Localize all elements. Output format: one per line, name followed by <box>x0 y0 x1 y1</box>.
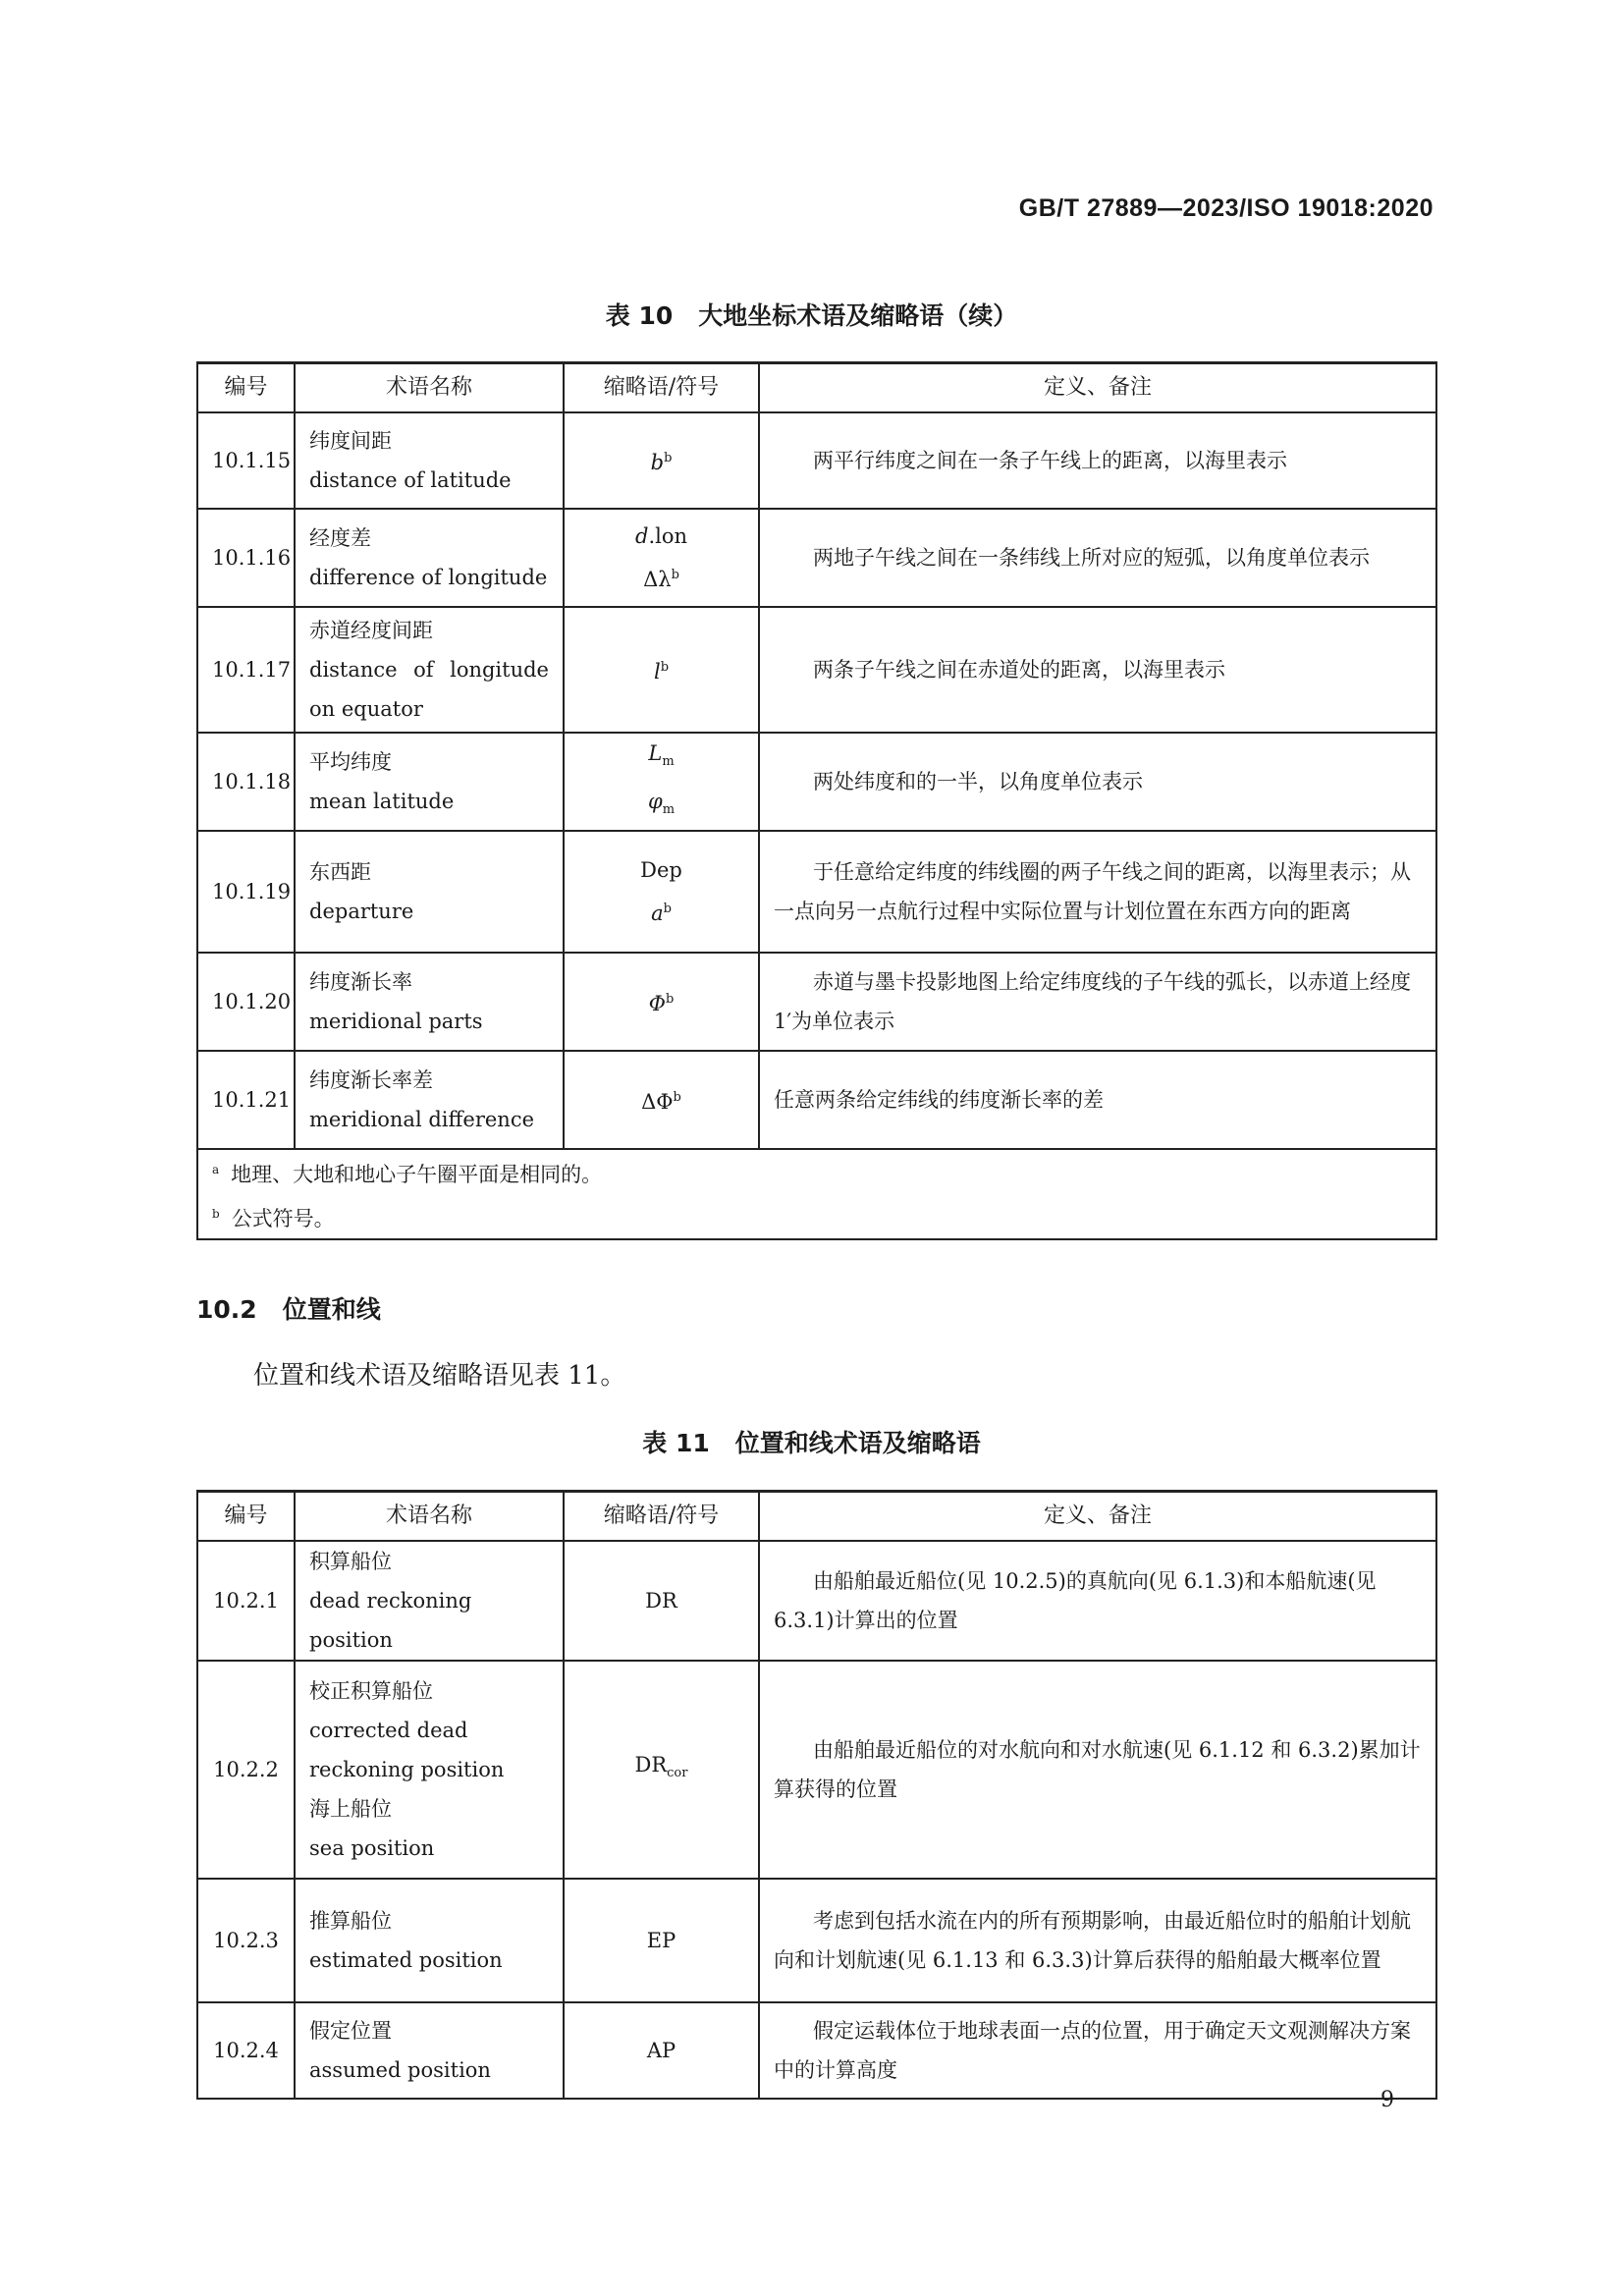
term-name <box>295 1879 564 2002</box>
term-line: estimated position <box>309 1948 503 1972</box>
symbol-main: L <box>648 741 663 765</box>
term-name <box>295 953 564 1051</box>
definition-text: 于任意给定纬度的纬线圈的两子午线之间的距离，以海里表示；从一点向另一点航行过程中实际位置与计划位置在东西方向的距离 <box>774 860 1411 924</box>
table-10-title <box>0 297 1623 332</box>
table-11-title <box>0 1424 1623 1459</box>
table-row <box>197 1879 1436 2002</box>
term-cn: 平均纬度 <box>309 750 392 775</box>
note-mark: a <box>212 1163 220 1177</box>
term-cn: 纬度渐长率差 <box>309 1068 433 1093</box>
term-symbol <box>564 1661 759 1879</box>
term-number: 10.1.18 <box>197 733 295 831</box>
col-header-term: 术语名称 <box>295 1492 564 1542</box>
table-notes <box>197 1149 1436 1239</box>
term-definition <box>759 1541 1436 1661</box>
term-name <box>295 2002 564 2099</box>
term-definition <box>759 509 1436 607</box>
page-number: 9 <box>1380 2088 1394 2112</box>
term-number: 10.1.15 <box>197 412 295 509</box>
term-en: distance of longitude on equator <box>309 658 549 721</box>
term-number: 10.2.4 <box>197 2002 295 2099</box>
term-definition <box>759 607 1436 733</box>
note-mark: b <box>212 1207 220 1222</box>
term-symbol <box>564 1541 759 1661</box>
table-row <box>197 733 1436 831</box>
symbol-main: DR <box>645 1589 677 1613</box>
symbol-main: AP <box>646 2039 676 2062</box>
definition-text: 假定运载体位于地球表面一点的位置，用于确定天文观测解决方案中的计算高度 <box>774 2019 1411 2082</box>
symbol-sub: m <box>662 754 675 770</box>
symbol-secondary: Δλ <box>643 568 672 591</box>
term-definition <box>759 1051 1436 1149</box>
symbol-sup: b <box>665 992 675 1008</box>
term-number: 10.1.20 <box>197 953 295 1051</box>
term-number: 10.2.1 <box>197 1541 295 1661</box>
definition-text: 任意两条给定纬线的纬度渐长率的差 <box>774 1088 1104 1113</box>
table-11-header-row <box>197 1492 1436 1542</box>
term-name <box>295 509 564 607</box>
table-11 <box>196 1490 1437 2100</box>
symbol-sup: b <box>660 660 670 675</box>
symbol-secondary: a <box>651 902 664 926</box>
section-heading <box>196 1290 381 1326</box>
table-row <box>197 1661 1436 1879</box>
table-notes-row <box>197 1149 1436 1239</box>
symbol-sup: b <box>673 1090 681 1106</box>
term-definition <box>759 412 1436 509</box>
definition-text: 两条子午线之间在赤道处的距离，以海里表示 <box>813 658 1225 682</box>
note-text: 地理、大地和地心子午圈平面是相同的。 <box>231 1163 603 1187</box>
term-number: 10.2.3 <box>197 1879 295 2002</box>
table-11-caption: 位置和线术语及缩略语 <box>734 1429 981 1457</box>
term-line: 积算船位 <box>309 1550 392 1573</box>
table-10-label: 表 10 <box>605 301 674 330</box>
definition-text: 两平行纬度之间在一条子午线上的距离，以海里表示 <box>813 449 1287 472</box>
term-symbol <box>564 509 759 607</box>
term-name <box>295 1541 564 1661</box>
table-10-caption: 大地坐标术语及缩略语（续） <box>698 301 1018 330</box>
term-en: mean latitude <box>309 790 455 814</box>
symbol-sub: cor <box>667 1766 688 1781</box>
note-text: 公式符号。 <box>231 1207 335 1231</box>
symbol-main: Φ <box>648 992 666 1016</box>
table-row <box>197 831 1436 953</box>
symbol-main: d <box>634 524 649 548</box>
table-row <box>197 509 1436 607</box>
symbol-sub: m <box>662 802 676 818</box>
table-row <box>197 953 1436 1051</box>
col-header-number: 编号 <box>197 1492 295 1542</box>
table-10 <box>196 361 1437 1240</box>
term-cn: 经度差 <box>309 526 371 550</box>
table-row <box>197 1541 1436 1661</box>
term-definition <box>759 1661 1436 1879</box>
table-11-label: 表 11 <box>642 1429 710 1457</box>
symbol-main: EP <box>646 1929 676 1952</box>
term-line: 校正积算船位 <box>309 1679 433 1703</box>
table-row <box>197 2002 1436 2099</box>
term-en: meridional difference <box>309 1108 535 1132</box>
symbol-secondary: φ <box>647 790 663 814</box>
term-en: difference of longitude <box>309 566 548 589</box>
term-line: 假定位置 <box>309 2019 392 2043</box>
col-header-term: 术语名称 <box>295 363 564 413</box>
table-row <box>197 607 1436 733</box>
definition-text: 由船舶最近船位的对水航向和对水航速(见 6.1.12 和 6.3.2)累加计算获得的位置 <box>774 1738 1421 1801</box>
term-name <box>295 831 564 953</box>
term-number: 10.2.2 <box>197 1661 295 1879</box>
term-symbol <box>564 953 759 1051</box>
standard-number: GB/T 27889—2023/ISO 19018:2020 <box>1018 194 1434 222</box>
section-number: 10.2 <box>196 1295 257 1324</box>
term-number: 10.1.19 <box>197 831 295 953</box>
symbol-main: DR <box>634 1753 668 1777</box>
definition-text: 赤道与墨卡投影地图上给定纬度线的子午线的弧长，以赤道上经度 1′为单位表示 <box>774 970 1411 1034</box>
term-line: 海上船位 <box>309 1797 392 1821</box>
term-en: departure <box>309 900 414 924</box>
col-header-symbol: 缩略语/符号 <box>564 363 759 413</box>
term-line: corrected dead reckoning position <box>309 1719 505 1781</box>
term-symbol <box>564 2002 759 2099</box>
term-name <box>295 412 564 509</box>
term-symbol <box>564 1051 759 1149</box>
term-name <box>295 733 564 831</box>
term-symbol <box>564 831 759 953</box>
term-name <box>295 1051 564 1149</box>
term-name <box>295 607 564 733</box>
definition-text: 两地子午线之间在一条纬线上所对应的短弧，以角度单位表示 <box>813 546 1370 570</box>
definition-text: 两处纬度和的一半，以角度单位表示 <box>813 770 1143 794</box>
symbol-main: l <box>653 660 661 683</box>
term-en: distance of latitude <box>309 468 512 492</box>
term-number: 10.1.16 <box>197 509 295 607</box>
symbol-main: Dep <box>640 858 682 883</box>
term-definition <box>759 733 1436 831</box>
term-definition <box>759 2002 1436 2099</box>
col-header-number: 编号 <box>197 363 295 413</box>
definition-text: 考虑到包括水流在内的所有预期影响，由最近船位时的船舶计划航向和计划航速(见 6.1.13 和 6.3.3)计算后获得的船舶最大概率位置 <box>774 1909 1411 1972</box>
section-title: 位置和线 <box>282 1295 381 1324</box>
symbol-sup: b <box>664 451 673 465</box>
note-b <box>212 1194 1422 1238</box>
term-line: assumed position <box>309 2058 491 2082</box>
table-10-header-row <box>197 363 1436 413</box>
symbol-rest: .lon <box>648 524 687 548</box>
term-cn: 东西距 <box>309 860 371 885</box>
term-number: 10.1.21 <box>197 1051 295 1149</box>
term-line: sea position <box>309 1836 435 1860</box>
term-cn: 赤道经度间距 <box>309 619 433 642</box>
col-header-definition: 定义、备注 <box>759 363 1436 413</box>
table-row <box>197 412 1436 509</box>
table-row <box>197 1051 1436 1149</box>
term-definition <box>759 831 1436 953</box>
term-cn: 纬度渐长率 <box>309 970 412 995</box>
term-en: meridional parts <box>309 1010 483 1034</box>
term-cn: 纬度间距 <box>309 429 392 453</box>
definition-text: 由船舶最近船位(见 10.2.5)的真航向(见 6.1.3)和本船航速(见 6.3.1)计算出的位置 <box>774 1569 1377 1632</box>
term-symbol <box>564 1879 759 2002</box>
symbol-main: b <box>650 451 665 474</box>
term-line: dead reckoning position <box>309 1589 472 1652</box>
term-symbol <box>564 733 759 831</box>
symbol-sup: b <box>671 568 679 582</box>
symbol-sup: b <box>663 902 672 917</box>
col-header-definition: 定义、备注 <box>759 1492 1436 1542</box>
term-definition <box>759 1879 1436 2002</box>
term-definition <box>759 953 1436 1051</box>
term-symbol <box>564 607 759 733</box>
symbol-main: ΔΦ <box>641 1090 674 1115</box>
term-line: 推算船位 <box>309 1909 392 1933</box>
note-a <box>212 1150 1422 1194</box>
col-header-symbol: 缩略语/符号 <box>564 1492 759 1542</box>
term-name <box>295 1661 564 1879</box>
term-symbol <box>564 412 759 509</box>
term-number: 10.1.17 <box>197 607 295 733</box>
section-intro: 位置和线术语及缩略语见表 11。 <box>253 1361 626 1391</box>
